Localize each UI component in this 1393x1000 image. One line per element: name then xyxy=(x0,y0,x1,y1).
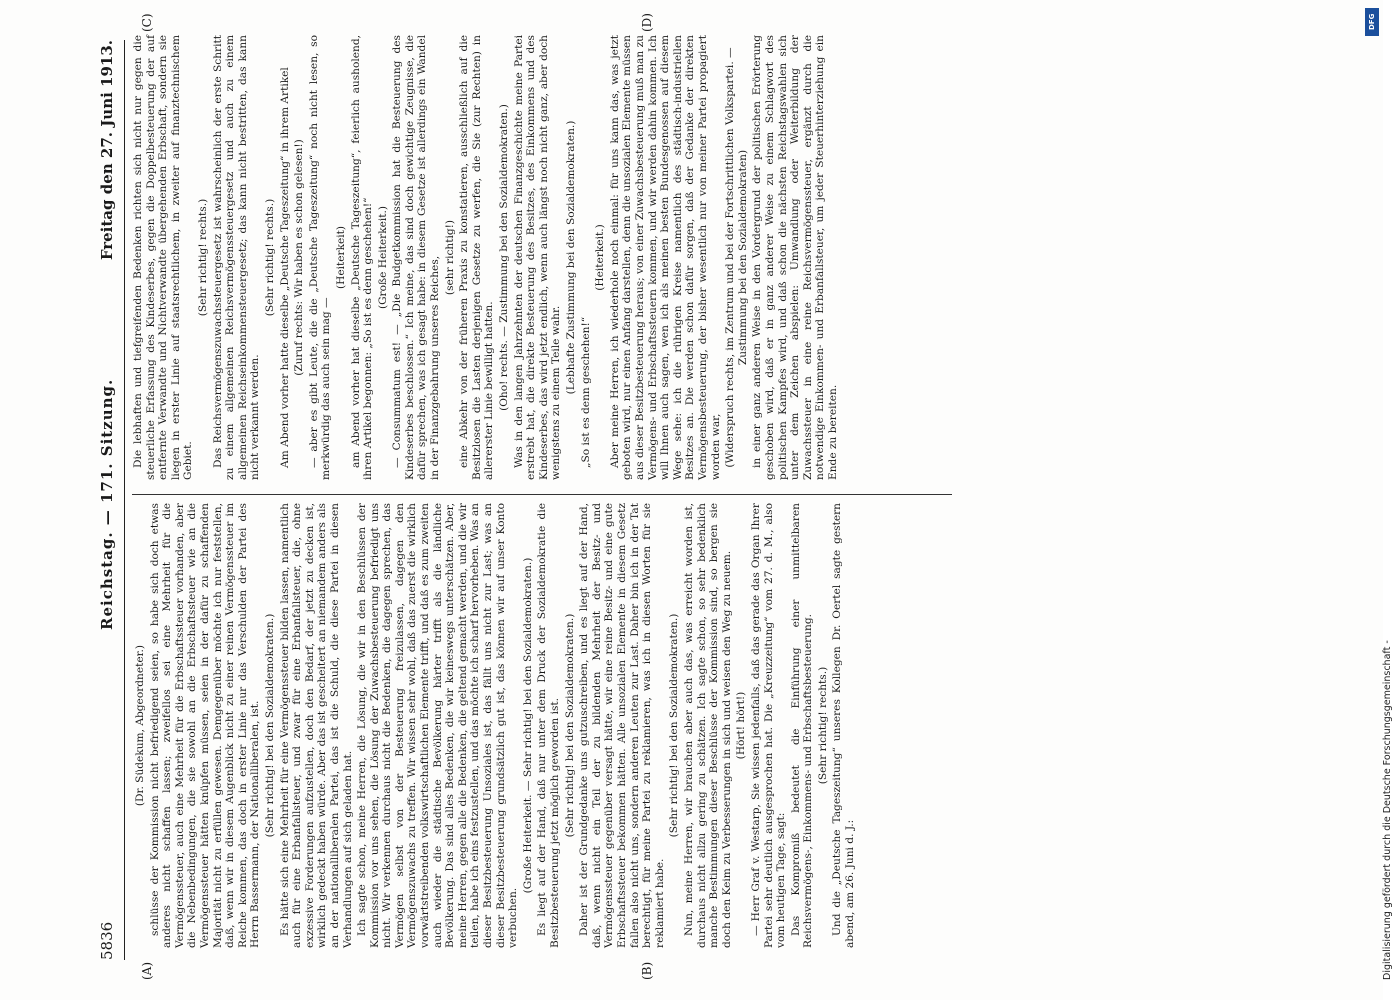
left-column-paragraph: Das Kompromiß bedeutet die Einführung einer unmittelbaren Reichsvermögens-, Einkommens- und Erbschaftsbesteuerung. xyxy=(789,503,815,948)
left-column-paragraph: — Herr Graf v. Westarp, Sie wissen jedenfalls, daß das gerade das Organ Ihrer Partei sehr deutlich ausgesprochen hat. Die „Kreuzzeitung“ vom 27. d. M., also vom heutigen Tage, sagt: xyxy=(749,503,788,948)
right-column-paragraph: am Abend vorher hat dieselbe „Deutsche Tageszeitung“, feierlich ausholend, ihren Artikel begonnen: „So ist es denn geschehen!“ xyxy=(349,35,375,480)
left-column-paragraph: (Große Heiterkeit. — Sehr richtig! bei den Sozialdemokraten.) xyxy=(521,557,534,894)
left-column-paragraph: (Dr. Südekum, Abgeordneter.) xyxy=(134,644,146,807)
right-column-paragraph: (Sehr richtig! rechts.) xyxy=(263,198,276,317)
right-column-paragraph: (Widerspruch rechts, im Zentrum und bei der Fortschrittlichen Volkspartei. — Zustimmung bei den Sozialdemokraten) xyxy=(724,47,749,468)
left-column-paragraph: (Sehr richtig! bei den Sozialdemokraten.) xyxy=(563,613,576,838)
page-header xyxy=(98,40,124,960)
right-column-paragraph: (Oho! rechts. — Zustimmung bei den Sozialdemokraten.) xyxy=(498,104,511,411)
right-column-paragraph: Am Abend vorher hatte dieselbe „Deutsche Tageszeitung“ in ihrem Artikel xyxy=(278,67,291,468)
margin-mark-c: (C) xyxy=(140,13,154,32)
header-rule xyxy=(124,40,125,960)
right-column-paragraph: „So ist es denn geschehen!“ xyxy=(579,316,592,468)
right-column-paragraph: eine Abkehr von der früheren Praxis zu konstatieren, ausschließlich auf die Besitzlosen die Lasten derjenigen Gesetze zu werfen, die Sie (zur Rechten) in allererster Linie bewilligt hatten. xyxy=(458,35,496,480)
right-column-paragraph: Was in den langen Jahrzehnten der deutschen Finanzgeschichte meine Partei erstrebt hat, die direkte Besteuerung des Besitzes, des Einkommens und des Kindeserbes, das wird jetzt endlich, wenn auch längst noch nicht ganz, aber doch wenigstens zu einem Teile wahr. xyxy=(512,35,563,480)
left-column-paragraph: Daher ist der Grundgedanke uns gutzuschreiben, und es liegt auf der Hand, daß, wenn nicht ein Teil der zu bildenden Mehrheit der Besitz- und Vermögenssteuer gegenüber versagt hätte, wir eine reine Besitz- und eine gute Erbschaftssteuer bekommen hätten. Alle unsozialen Elemente in diesem Gesetz fallen also nicht uns, sondern anderen Leuten zur Last. Daher bin ich in der Tat berechtigt, für meine Partei zu reklamieren, was ich in diesen Worten für sie reklamiert habe. xyxy=(578,503,666,948)
right-column-paragraph: — Consummatum est! — „Die Budgetkommission hat die Besteuerung des Kindeserbes beschlossen.“ Ich meine, das sind doch gewichtige Zeugnisse, die dafür sprechen, was ich gesagt habe: in diesem Gesetze ist allerdings ein Wandel in der Finanzgebahrung unseres Reiches, xyxy=(391,35,442,480)
right-column xyxy=(132,35,841,480)
left-column-paragraph: Ich sagte schon, meine Herren, die Lösung, die wir in den Beschlüssen der Kommission vor uns sehen, die Lösung der Zuwachsbesteuerung befriedigt uns nicht. Wir verkennen durchaus nicht die Bedenken, die dagegen sprechen, das Vermögen selbst von der Besteuerung freizulassen, dagegen den Vermögenszuwachs zu treffen. Wir wissen sehr wohl, daß das zuerst die wirklich vorwärtstreibenden volkswirtschaftlichen Elemente trifft, und daß es zum zweiten auch wieder die städtische Bevölkerung härter trifft als die ländliche Bevölkerung. Das sind alles Bedenken, die wir keineswegs unterschätzen. Aber, meine Herren, gegen alle die Bedenken, die geltend gemacht werden, und die wir teilen, habe ich eins festzustellen, und das möchte ich scharf hervorheben. Was an dieser Besitzbesteuerung Unsoziales ist, das fällt uns nicht zur Last; was an dieser Besitzbesteuerung grundsätzlich gut ist, das können wir auf unser Konto verbuchen. xyxy=(356,503,520,948)
left-column-paragraph: schlüsse der Kommission nicht befriedigend seien, so habe sich doch etwas anderes nicht schaffen lassen; zweifellos sei eine Mehrheit für die Vermögenssteuer, auch eine Mehrheit für die Erbschaftssteuer vorhanden, aber die Nebenbedingungen, die sie sowohl an die Erbschaftssteuer wie an die Vermögenssteuer hätten knüpfen müssen, seien in der dafür zu schaffenden Majorität nicht zu erfüllen gewesen. Demgegenüber möchte ich nur feststellen, daß, wenn wir in diesem Augenblick nicht zu einer reinen Vermögenssteuer im Reiche kommen, das doch in erster Linie nur das Verschulden der Partei des Herrn Bassermann, der Nationalliberalen, ist. xyxy=(148,503,262,948)
left-column-paragraph: Es liegt auf der Hand, daß nur unter dem Druck der Sozialdemokratie die Besitzbesteuerung jetzt möglich geworden ist. xyxy=(536,503,561,948)
session-title: Reichstag. — 171. Sitzung. xyxy=(98,378,116,630)
right-column-paragraph: Das Reichsvermögenszuwachssteuergesetz ist wahrscheinlich der erste Schritt zu einem allgemeinen Reichsvermögenssteuergesetz und auch zu einem allgemeinen Reichseinkommensteuergesetz; das kann nicht bestritten, das kann nicht verkannt werden. xyxy=(211,35,262,480)
date-title: Freitag den 27. Juni 1913. xyxy=(98,40,116,261)
left-column-paragraph: (Sehr richtig! bei den Sozialdemokraten.) xyxy=(668,613,681,838)
right-column-paragraph: Aber meine Herren, ich wiederhole noch einmal: für uns kann das, was jetzt geboten wird, nur einen Anfang darstellen, denn die unsozialen Elemente müssen aus dieser Besitzbesteuerung heraus; von einer Zuwachsbesteuerung muß man zu Vermögens- und Erbschaftssteuern kommen, und wir werden dahin kommen. Ich will Ihnen auch sagen, wen ich als meinen besten Bundesgenossen auf diesem Wege sehe: ich die rührigen Kreise namentlich des städtisch-industriellen Besitzes an. Die werden schon dafür sorgen, daß der Gedanke der direkten Vermögensbesteuerung, der bisher wesentlich nur von meiner Partei propagiert worden war, xyxy=(608,35,722,480)
left-column-paragraph: (Sehr richtig! bei den Sozialdemokraten.) xyxy=(263,613,276,838)
margin-mark-a: (A) xyxy=(140,961,154,980)
right-column-paragraph: (Sehr richtig! rechts.) xyxy=(196,198,209,317)
left-column-paragraph: (Hört! hört!) xyxy=(735,691,748,760)
left-column-paragraph: Und die „Deutsche Tageszeitung“ unseres Kollegen Dr. Oertel sagte gestern abend, am 26. Juni d. J.: xyxy=(831,503,857,948)
digitization-credit: Digitalisierung gefördert durch die Deutsche Forschungsgemeinschaft - xyxy=(1382,640,1393,980)
right-column-paragraph: in einer ganz anderen Weise in den Vordergrund der politischen Erörterung geschoben wird, daß er in ganz anderer Weise zu einem Schlagwort des politischen Kampfes wird, und daß schon die nächsten Reichstagswahlen sich unter dem Zeichen abspielen: Umwandlung oder Weiterbildung der Zuwachssteuer in eine reine Reichsvermögenssteuer, ergänzt durch die notwendige Einkommen- und Erbanfallsteuer, um jeder Steuerhinterziehung ein Ende zu bereiten. xyxy=(751,35,839,480)
rotated-sheet xyxy=(40,0,1330,1000)
left-column-paragraph: Nun, meine Herren, wir brauchen aber auch das, was erreicht worden ist, durchaus nicht allzu gering zu schätzen. Ich sagte schon, so sehr bedenklich manche Bestimmungen dieser Beschlüsse der Kommission sind, so bergen sie doch den Keim zu Verbesserungen in sich und weisen den Weg zu neuem. xyxy=(682,503,733,948)
right-column-paragraph: (sehr richtig!) xyxy=(443,219,456,296)
margin-mark-d: (D) xyxy=(640,13,654,32)
right-column-paragraph: Die lebhaften und tiefgreifenden Bedenken richten sich nicht nur gegen die steuerliche Erfassung des Kindeserbes, gegen die Doppelbesteuerung der auf entfernte Verwandte und Nichtverwandte übergehenden Erbschaft, sondern sie liegen in erster Linie auf staatsrechtlichem, in zweiter auf finanztechnischem Gebiet. xyxy=(132,35,195,480)
right-column-paragraph: (Zuruf rechts: Wir haben es schon gelesen!) xyxy=(293,139,306,376)
right-column-paragraph: (Heiterkeit) xyxy=(334,225,347,290)
right-column-paragraph: — aber es gibt Leute, die die „Deutsche Tageszeitung“ noch nicht lesen, so merkwürdig das auch sein mag — xyxy=(307,35,333,480)
dfg-logo: DFG xyxy=(1365,8,1379,36)
right-column-paragraph: (Große Heiterkeit.) xyxy=(376,205,389,310)
right-column-paragraph: (Lebhafte Zustimmung bei den Sozialdemokraten.) xyxy=(565,120,577,395)
margin-mark-b: (B) xyxy=(640,961,654,980)
left-column-paragraph: (Sehr richtig! rechts.) xyxy=(816,666,829,785)
page-number: 5836 xyxy=(98,921,116,960)
left-column xyxy=(132,503,859,948)
column-divider xyxy=(132,494,952,495)
left-column-paragraph: Es hätte sich eine Mehrheit für eine Vermögenssteuer bilden lassen, namentlich auch für eine Erbanfallsteuer, und zwar für eine Erbanfallsteuer, die, ohne exzessive Forderungen aufzustellen, doch den Bedarf, der jetzt zu decken ist, wirklich gedeckt haben würde. Aber das ist gescheitert an niemandem anders als an der nationalliberalen Partei, das ist die Schuld, die diese Partei in diesen Verhandlungen auf sich geladen hat. xyxy=(278,503,354,948)
right-column-paragraph: (Heiterkeit.) xyxy=(594,224,607,291)
